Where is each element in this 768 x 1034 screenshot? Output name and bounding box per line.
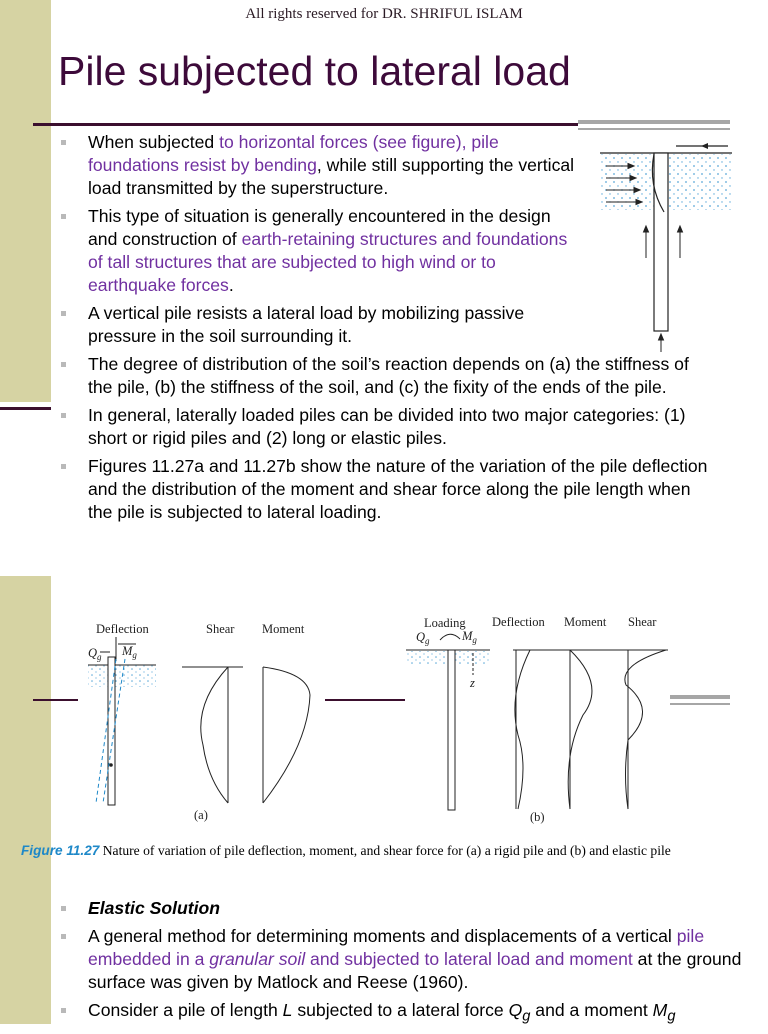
- list-item: [58, 897, 758, 920]
- label-panel-a: (a): [194, 808, 208, 822]
- label-z-b: z: [470, 676, 475, 690]
- label-moment-b: Moment: [564, 615, 607, 629]
- label-deflection-b: Deflection: [492, 615, 545, 629]
- intro-bullets: [58, 131, 578, 353]
- list-item: Consider a pile of length L subjected to a lateral force $Q_g$ and a moment $M_g$: [58, 999, 758, 1029]
- list-item: In general, laterally loaded piles can be divided into two major categories: (1) short or rigid piles and (2) long or elastic piles.: [58, 404, 718, 450]
- list-item: A vertical pile resists a lateral load by mobilizing passive pressure in the soil surrounding it.: [58, 302, 578, 348]
- label-mg-b: $M_g$: [462, 629, 477, 645]
- elastic-solution-bullets: [58, 897, 758, 1034]
- list-item: The degree of distribution of the soil’s reaction depends on (a) the stiffness of the pile, (b) the stiffness of the soil, and (c) the fixity of the ends of the pile.: [58, 353, 718, 399]
- section-heading: Elastic Solution: [88, 898, 220, 918]
- label-moment-a: Moment: [262, 622, 305, 636]
- label-loading-b: Loading: [424, 616, 466, 630]
- list-item: This type of situation is generally encountered in the design and construction of earth-retaining structures and foundations of tall structures that are subjected to high wind or to earthquake forces.: [58, 205, 578, 297]
- list-item: Figures 11.27a and 11.27b show the nature of the variation of the pile deflection and the distribution of the moment and shear force along the pile length when the pile is subjected to lateral loading.: [58, 455, 718, 524]
- label-shear-a: Shear: [206, 622, 235, 636]
- title-divider-gray-top: [578, 120, 730, 124]
- sidebar-band-bottom: [0, 576, 51, 1024]
- label-panel-b: (b): [530, 810, 545, 824]
- title-divider-gray-bottom: [578, 128, 730, 130]
- figure-panel-b: [406, 615, 668, 824]
- sidebar-band-top: [0, 0, 51, 402]
- label-qg-a: $Q_g$: [88, 646, 102, 662]
- behavior-bullets: [58, 353, 718, 529]
- label-mg-a: $M_g$: [122, 644, 137, 660]
- side-accent-rule: [0, 407, 51, 410]
- page-title: Pile subjected to lateral load: [58, 48, 571, 94]
- label-shear-b: Shear: [628, 615, 657, 629]
- label-deflection-a: Deflection: [96, 622, 149, 636]
- copyright-notice: All rights reserved for DR. SHRIFUL ISLAM: [245, 6, 523, 22]
- list-item: When subjected to horizontal forces (see figure), pile foundations resist by bending, while still supporting the vertical load transmitted by the superstructure.: [58, 131, 578, 200]
- list-item: A general method for determining moments and displacements of a vertical pile embedded in a granular soil and subjected to lateral load and moment at the ground surface was given by Matlock and Reese (1960).: [58, 925, 758, 994]
- title-divider: [33, 123, 578, 126]
- figure-11-27: [58, 595, 758, 835]
- pile-lateral-load-figure: [596, 140, 736, 355]
- figure-caption: Figure 11.27 Nature of variation of pile deflection, moment, and shear force for (a) a rigid pile and (b) and elastic pile: [21, 843, 671, 858]
- figure-panel-a: [88, 622, 310, 822]
- label-qg-b: $Q_g$: [416, 630, 430, 646]
